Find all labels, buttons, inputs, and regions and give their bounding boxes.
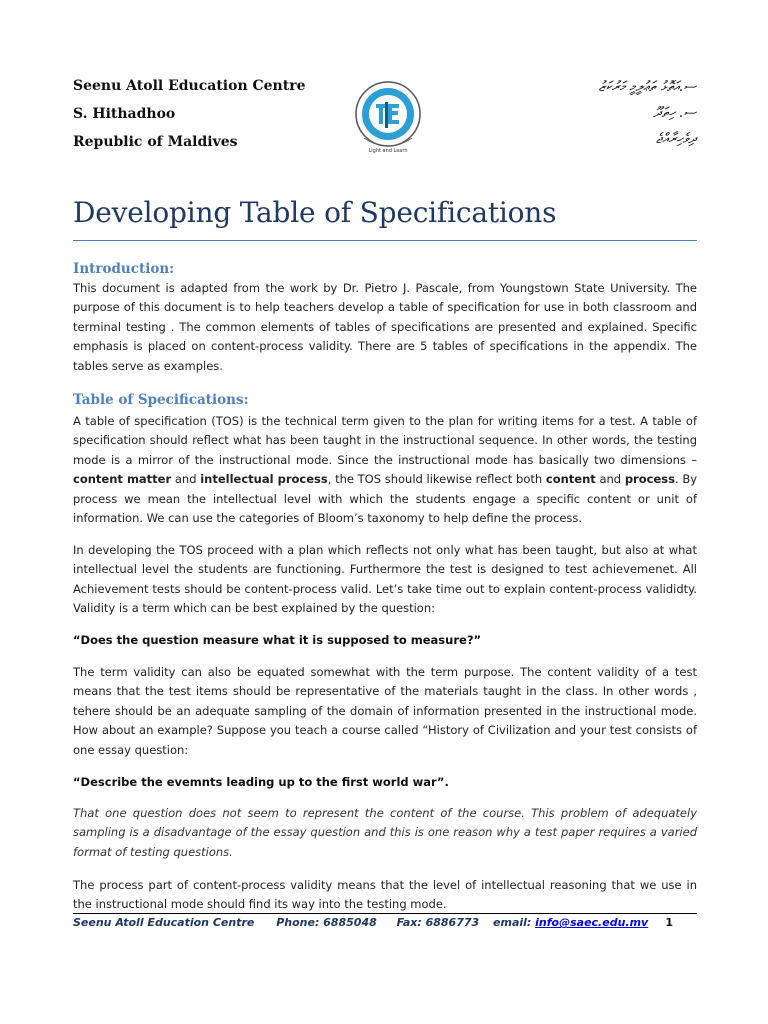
term-process: process bbox=[624, 472, 675, 487]
dhivehi-country: ދިވެހިރާއްޖެ bbox=[655, 131, 696, 147]
org-city: S. Hithadhoo bbox=[73, 106, 176, 122]
org-country: Republic of Maldives bbox=[73, 134, 238, 150]
term-content: content bbox=[545, 472, 596, 487]
footer-email-link[interactable]: info@saec.edu.mv bbox=[535, 916, 649, 929]
dhivehi-city: ސ. ހިތަދޫ bbox=[653, 105, 696, 121]
footer-fax: Fax: 6886773 bbox=[396, 916, 480, 929]
page-number: 1 bbox=[665, 916, 673, 929]
tos-paragraph-2: In developing the TOS proceed with a plan which reflects not only what has been taught, but also at what intellectual level the students are functioning. Furthermore the test is designed to test achievemenet. All Achievement tests should be content-process valid. Let’s take time out to explain content-process valididty. Validity is a term which can be best explained by the question: bbox=[73, 543, 697, 616]
document-title: Developing Table of Specifications bbox=[73, 196, 557, 229]
intro-heading: Introduction: bbox=[73, 261, 175, 277]
school-logo bbox=[354, 80, 422, 158]
validity-question: “Does the question measure what it is supposed to measure?” bbox=[73, 633, 482, 647]
essay-question-example: “Describe the evemnts leading up to the first world war”. bbox=[73, 775, 449, 789]
title-underline bbox=[73, 240, 697, 241]
intro-paragraph: This document is adapted from the work by Dr. Pietro J. Pascale, from Youngstown State University. The purpose of this document is to help teachers develop a table of specification for use in both classroom and terminal testing . The common elements of tables of specifications are presented and explained. Specific emphasis is placed on content-process validity. There are 5 tables of specifications in the appendix. The tables serve as examples. bbox=[73, 281, 697, 373]
sampling-note-paragraph: That one question does not seem to represent the content of the course. This problem of adequately sampling is a disadvantage of the essay question and this is one reason why a test paper requires a varied format of testing questions. bbox=[73, 806, 697, 859]
footer-phone: Phone: 6885048 bbox=[276, 916, 377, 929]
term-intellectual-process: intellectual process bbox=[200, 472, 328, 487]
footer-divider bbox=[73, 913, 697, 914]
footer-org: Seenu Atoll Education Centre bbox=[73, 916, 255, 929]
logo-motto: Light and Learn bbox=[368, 148, 408, 154]
org-address-block bbox=[73, 72, 305, 156]
term-content-matter: content matter bbox=[73, 472, 172, 487]
tos-paragraph-1: A table of specification (TOS) is the technical term given to the plan for writing items for a test. A table of specification should reflect what has been taught in the instructional sequence. In other words, the testing mode is a mirror of the instructional mode. Since the instructional mode has basically two dimensions – content matter and intellectual process, the TOS should likewise reflect both content and process. By process we mean the intellectual level with which the students engage a specific content or unit of information. We can use the categories of Bloom’s taxonomy to help define the process. bbox=[73, 414, 698, 526]
dhivehi-address-block bbox=[560, 74, 696, 152]
tos-paragraph-4: The process part of content-process validity means that the level of intellectual reasoning that we use in the instructional mode should find its way into the testing mode. bbox=[73, 878, 697, 912]
tos-heading: Table of Specifications: bbox=[73, 392, 249, 408]
org-name: Seenu Atoll Education Centre bbox=[73, 78, 306, 94]
dhivehi-org-name: ސ.އަތޮޅު ތަޢުލީމީ މަރުކަޒު bbox=[598, 79, 696, 95]
footer-email-label: email: bbox=[493, 916, 532, 929]
page-footer bbox=[73, 916, 697, 929]
tos-paragraph-3: The term validity can also be equated somewhat with the term purpose. The content validity of a test means that the test items should be representative of the materials taught in the class. In other words , tehere should be an adequate sampling of the domain of information presented in the instructional mode. How about an example? Suppose you teach a course called “History of Civilization and your test consists of one essay question: bbox=[73, 665, 697, 757]
